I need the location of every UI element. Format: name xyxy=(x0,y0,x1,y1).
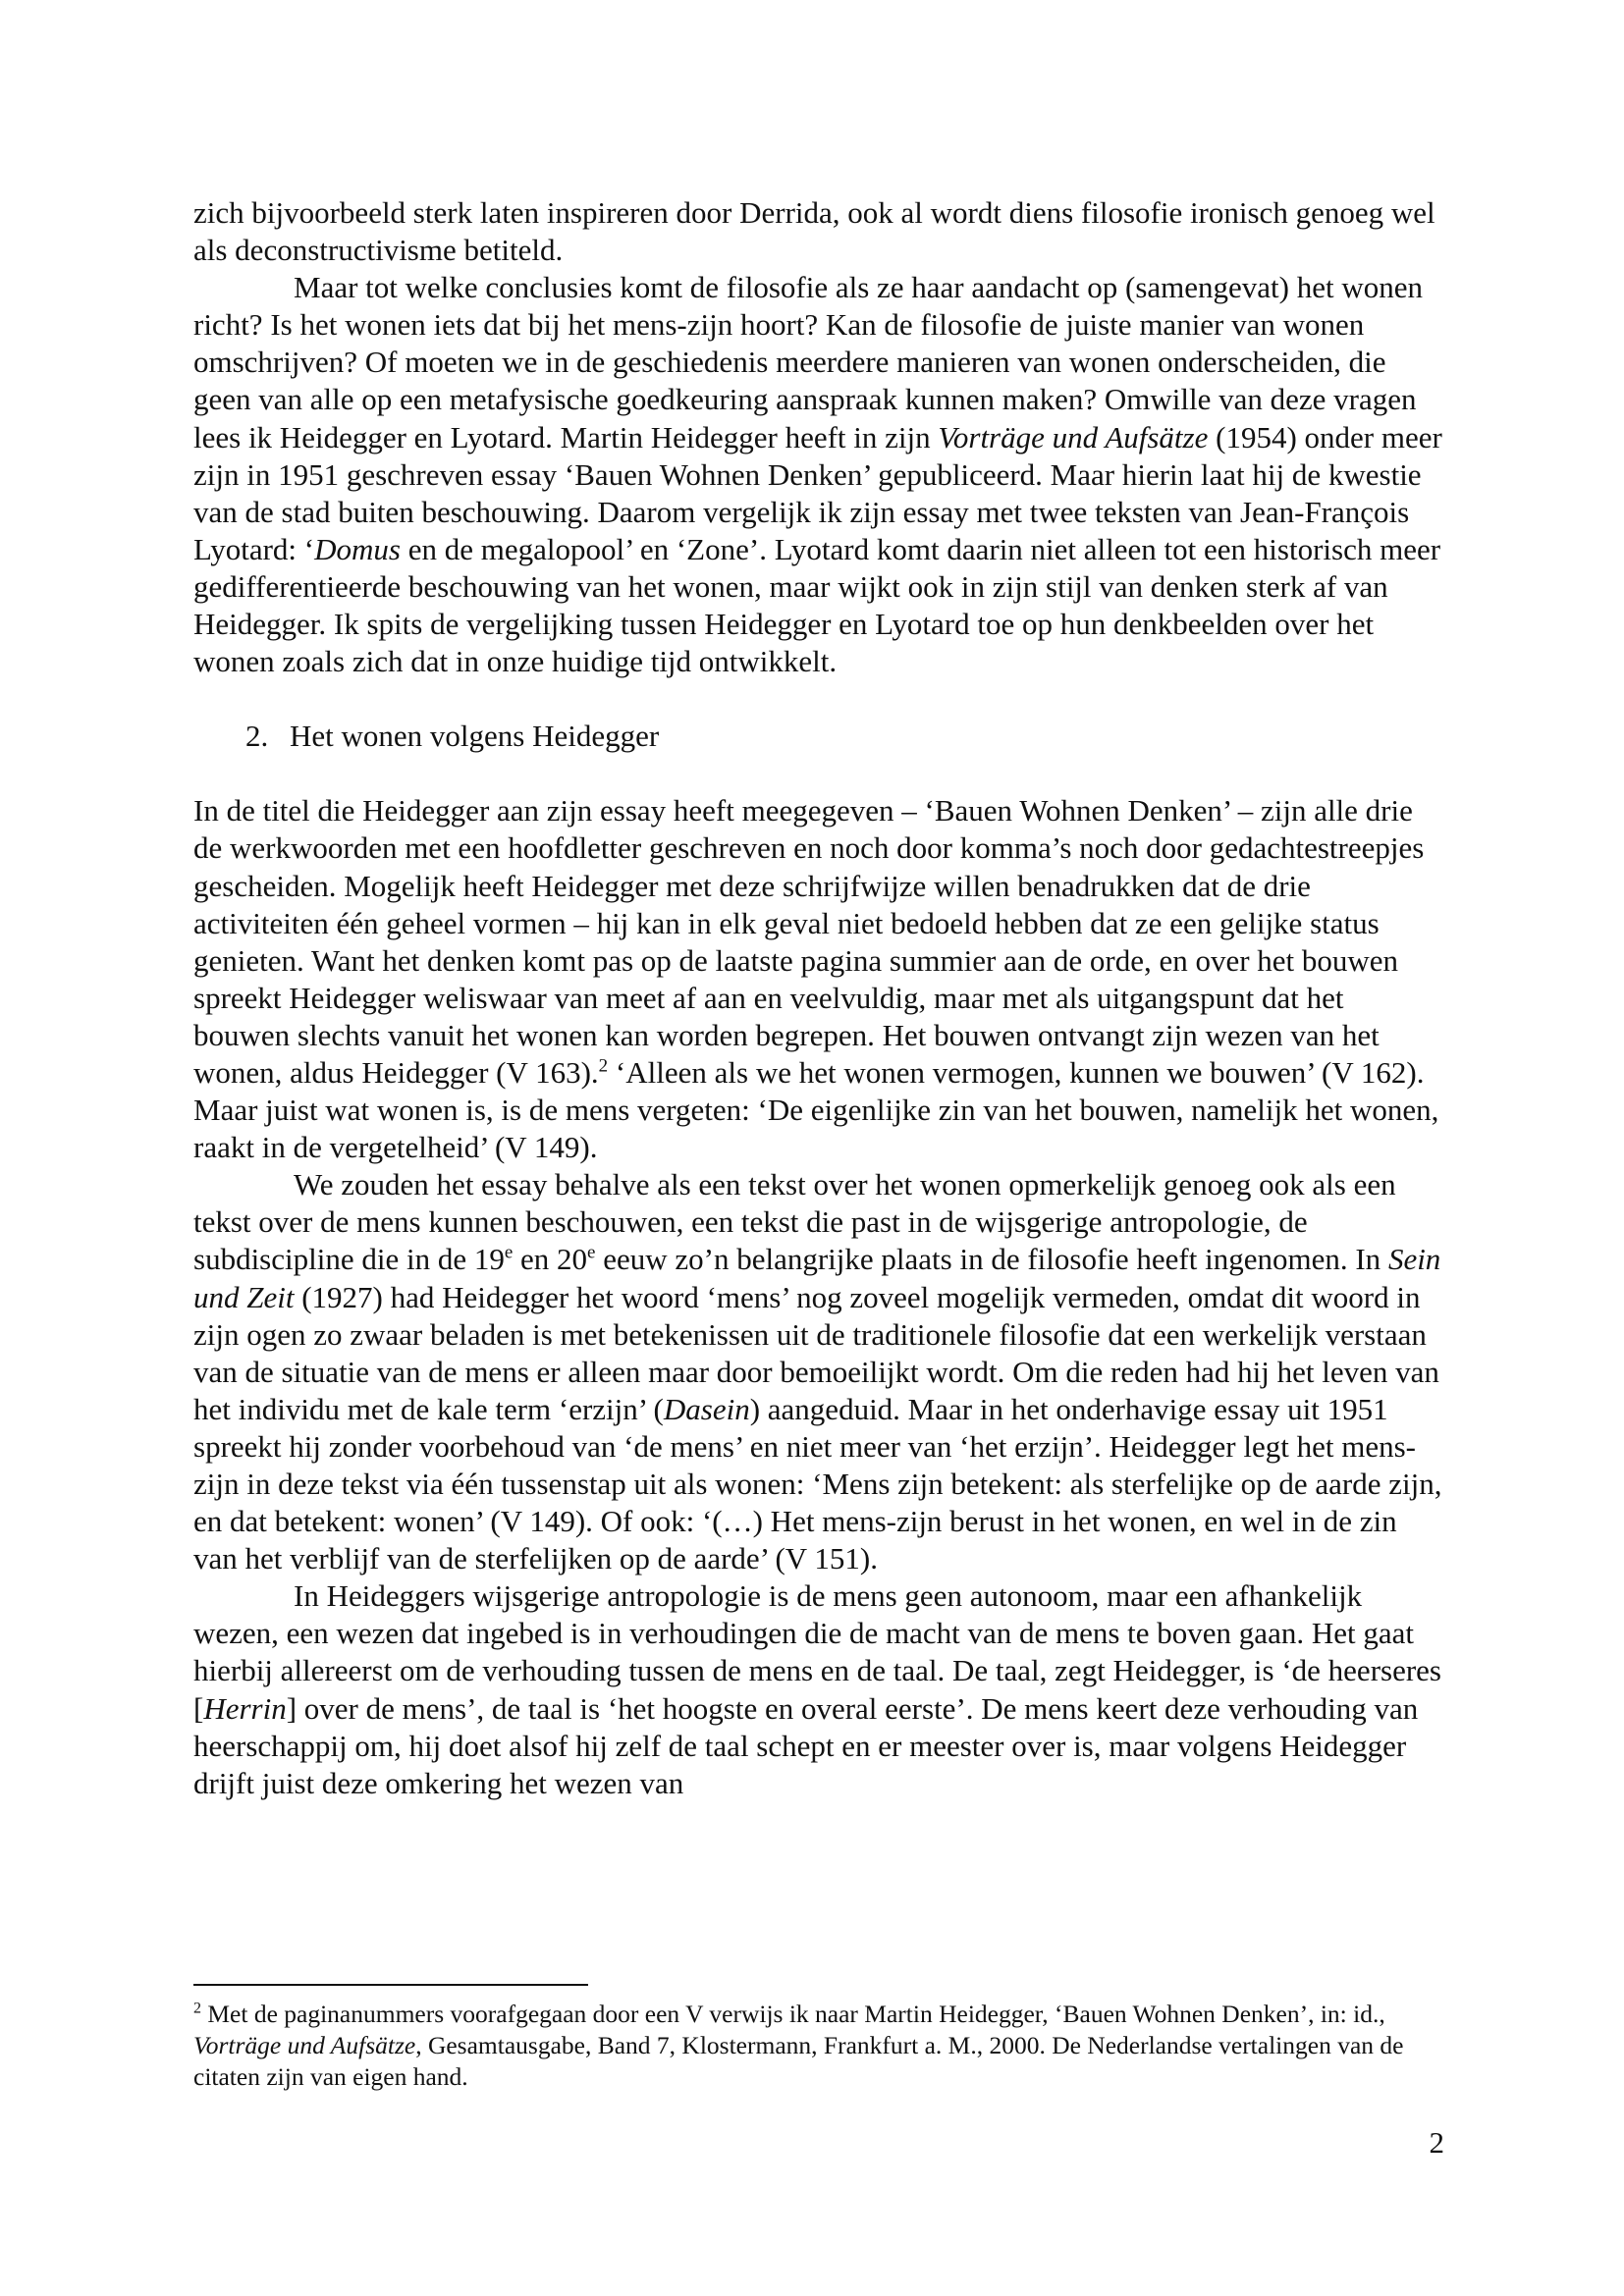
page-body xyxy=(193,194,1444,1802)
footnote-number: 2 xyxy=(193,2000,201,2017)
title-domus: Domus xyxy=(314,531,401,566)
footnote: $^2$ Met de paginanummers voorafgegaan door een V verwijs ik naar Martin Heidegger, ‘Bauen Wohnen Denken’, in: id., Vorträge und Aufsätze, Gesamtausgabe, Band 7, Klostermann, Frankfurt a. M., 2000. De Nederlandse vertalingen van de citaten zijn van eigen hand. xyxy=(193,2000,1404,2091)
paragraph-1: zich bijvoorbeeld sterk laten inspireren door Derrida, ook al wordt diens filosofie ironisch genoeg wel als deconstructivisme betiteld. xyxy=(193,195,1435,268)
paragraph-2: Maar tot welke conclusies komt de filosofie als ze haar aandacht op (samengevat) het wonen richt? Is het wonen iets dat bij het mens-zijn hoort? Kan de filosofie de juiste manier van wonen omschrijven? Of moeten we in de geschiedenis meerdere manieren van wonen onderscheiden, die geen van alle op een metafysische goedkeuring aanspraak kunnen maken? Omwille van deze vragen lees ik Heidegger en Lyotard. Martin Heidegger heeft in zijn Vorträge und Aufsätze (1954) onder meer zijn in 1951 geschreven essay ‘Bauen Wohnen Denken’ gepubliceerd. Maar hierin laat hij de kwestie van de stad buiten beschouwing. Daarom vergelijk ik zijn essay met twee teksten van Jean-François Lyotard: ‘Domus en de megalopool’ en ‘Zone’. Lyotard komt daarin niet alleen tot een historisch meer gedifferentieerde beschouwing van het wonen, maar wijkt ook in zijn stijl van denken sterk af van Heidegger. Ik spits de vergelijking tussen Heidegger en Lyotard toe op hun denkbeelden over het wonen zoals zich dat in onze huidige tijd ontwikkelt. xyxy=(193,270,1442,679)
section-number: 2. xyxy=(245,719,269,754)
section-title: Het wonen volgens Heidegger xyxy=(290,719,660,754)
book-title-sein-und-zeit: Sein und Zeit xyxy=(193,1242,1441,1314)
paragraph-3: In de titel die Heidegger aan zijn essay heeft meegegeven – ‘Bauen Wohnen Denken’ – zijn alle drie de werkwoorden met een hoofdletter geschreven en noch door komma’s noch door gedachtestreepjes gescheiden. Mogelijk heeft Heidegger met deze schrijfwijze willen benadrukken dat de drie activiteiten één geheel vormen – hij kan in elk geval niet bedoeld hebben dat ze een gelijke status genieten. Want het denken komt pas op de laatste pagina summier aan de orde, en over het bouwen spreekt Heidegger weliswaar van meet af aan en veelvuldig, maar met als uitgangspunt dat het bouwen slechts vanuit het wonen kan worden begrepen. Het bouwen ontvangt zijn wezen van het wonen, aldus Heidegger (V 163).$^2$ ‘Alleen als we het wonen vermogen, kunnen we bouwen’ (V 162). Maar juist wat wonen is, is de mens vergeten: ‘De eigenlijke zin van het bouwen, namelijk het wonen, raakt in de vergetelheid’ (V 149). xyxy=(193,793,1439,1165)
page-number: 2 xyxy=(1429,2125,1444,2160)
term-dasein: Dasein xyxy=(663,1391,750,1426)
section-heading xyxy=(193,718,1444,755)
footnote-separator xyxy=(193,1984,588,1986)
footnote-book-title: Vorträge und Aufsätze xyxy=(193,2031,416,2059)
term-herrin: Herrin xyxy=(203,1690,287,1726)
footnote-reference: 2 xyxy=(598,1055,609,1077)
book-title-vortraege: Vorträge und Aufsätze xyxy=(938,419,1209,454)
paragraph-4: We zouden het essay behalve als een tekst over het wonen opmerkelijk genoeg ook als een tekst over de mens kunnen beschouwen, een tekst die past in de wijsgerige antropologie, de subdiscipline die in de 19e en 20e eeuw zo’n belangrijke plaats in de filosofie heeft ingenomen. In Sein und Zeit (1927) had Heidegger het woord ‘mens’ nog zoveel mogelijk vermeden, omdat dit woord in zijn ogen zo zwaar beladen is met betekenissen uit de traditionele filosofie dat een werkelijk verstaan van de situatie van de mens er alleen maar door bemoeilijkt wordt. Om die reden had hij het leven van het individu met de kale term ‘erzijn’ (Dasein) aangeduid. Maar in het onderhavige essay uit 1951 spreekt hij zonder voorbehoud van ‘de mens’ en niet meer van ‘het erzijn’. Heidegger legt het mens-zijn in deze tekst via één tussenstap uit als wonen: ‘Mens zijn betekent: als sterfelijke op de aarde zijn, en dat betekent: wonen’ (V 149). Of ook: ‘(…) Het mens-zijn berust in het wonen, en wel in de zin van het verblijf van de sterfelijken op de aarde’ (V 151). xyxy=(193,1167,1442,1576)
paragraph-5: In Heideggers wijsgerige antropologie is de mens geen autonoom, maar een afhankelijk wezen, een wezen dat ingebed is in verhoudingen die de macht van de mens te boven gaan. Het gaat hierbij allereerst om de verhouding tussen de mens en de taal. De taal, zegt Heidegger, is ‘de heerseres [Herrin] over de mens’, de taal is ‘het hoogste en overal eerste’. De mens keert deze verhouding van heerschappij om, hij doet alsof hij zelf de taal schept en er meester over is, maar volgens Heidegger drijft juist deze omkering het wezen van xyxy=(193,1578,1441,1800)
